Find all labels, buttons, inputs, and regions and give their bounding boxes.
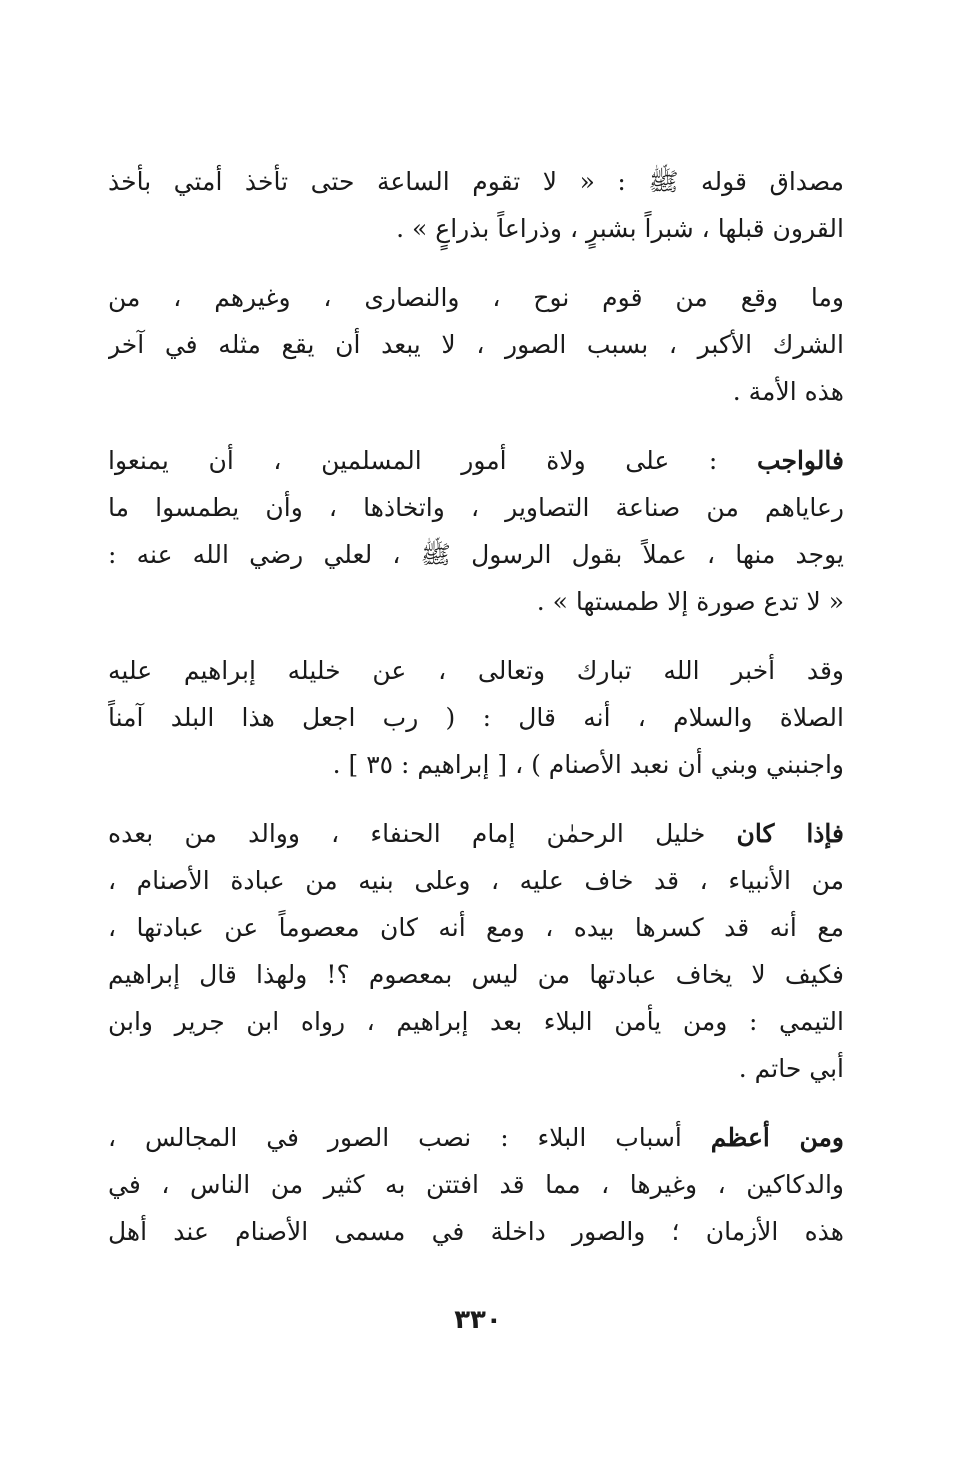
lead-word: فإذا كان bbox=[736, 819, 844, 848]
text-line: القرون قبلها ، شبراً بشبرٍ ، وذراعاً بذراعٍ » . bbox=[396, 214, 844, 243]
text-line: أبي حاتم . bbox=[738, 1054, 844, 1083]
paragraph-6 bbox=[108, 1114, 844, 1255]
text-span: خليل الرحمٰن إمام الحنفاء ، ووالد من بعده bbox=[108, 819, 737, 848]
text-line: والدكاكين ، وغيرها ، مما قد افتتن به كثير من الناس ، في bbox=[108, 1170, 844, 1199]
text-line: من الأنبياء ، قد خاف عليه ، وعلى بنيه من عبادة الأصنام ، bbox=[108, 866, 844, 895]
paragraph-3 bbox=[108, 437, 844, 625]
lead-word: ومن أعظم bbox=[710, 1123, 844, 1152]
text-span: : على ولاة أمور المسلمين ، أن يمنعوا bbox=[108, 446, 757, 475]
text-line: « لا تدع صورة إلا طمستها » . bbox=[536, 587, 844, 616]
paragraph-2 bbox=[108, 274, 844, 415]
text-line: وما وقع من قوم نوح ، والنصارى ، وغيرهم ، من bbox=[108, 283, 844, 312]
paragraph-4 bbox=[108, 647, 844, 788]
text-line: مصداق قوله ﷺ : « لا تقوم الساعة حتى تأخذ أمتي بأخذ bbox=[108, 167, 844, 196]
text-line: وقد أخبر الله تبارك وتعالى ، عن خليله إبراهيم عليه bbox=[108, 656, 844, 685]
text-line: التيمي : ومن يأمن البلاء بعد إبراهيم ، رواه ابن جرير وابن bbox=[108, 1007, 844, 1036]
text-line bbox=[108, 810, 844, 857]
text-line: فكيف لا يخاف عبادتها من ليس بمعصوم ؟! ولهذا قال إبراهيم bbox=[108, 960, 844, 989]
lead-word: فالواجب bbox=[756, 446, 844, 475]
text-line: الشرك الأكبر ، بسبب الصور ، لا يبعد أن يقع مثله في آخر bbox=[108, 330, 844, 359]
text-line: يوجد منها ، عملاً بقول الرسول ﷺ ، لعلي رضي الله عنه : bbox=[108, 540, 844, 569]
text-line: هذه الأمة . bbox=[732, 377, 844, 406]
text-line: رعاياهم من صناعة التصاوير ، واتخاذها ، وأن يطمسوا ما bbox=[108, 493, 844, 522]
text-line: واجنبني وبني أن نعبد الأصنام ) ، [ إبراهيم : ٣٥ ] . bbox=[332, 750, 844, 779]
text-line bbox=[108, 1114, 844, 1161]
text-line: مع أنه قد كسرها بيده ، ومع أنه كان معصوماً عن عبادتها ، bbox=[108, 913, 844, 942]
paragraph-5 bbox=[108, 810, 844, 1092]
text-line bbox=[108, 437, 844, 484]
page-number: ٣٣٠ bbox=[454, 1305, 502, 1335]
text-line: هذه الأزمان ؛ والصور داخلة في مسمى الأصنام عند أهل bbox=[108, 1217, 844, 1246]
text-span: أسباب البلاء : نصب الصور في المجالس ، bbox=[108, 1123, 711, 1152]
paragraph-1 bbox=[108, 158, 844, 252]
page-body bbox=[108, 158, 844, 1277]
text-line: الصلاة والسلام ، أنه قال : ( رب اجعل هذا البلد آمناً bbox=[108, 703, 844, 732]
